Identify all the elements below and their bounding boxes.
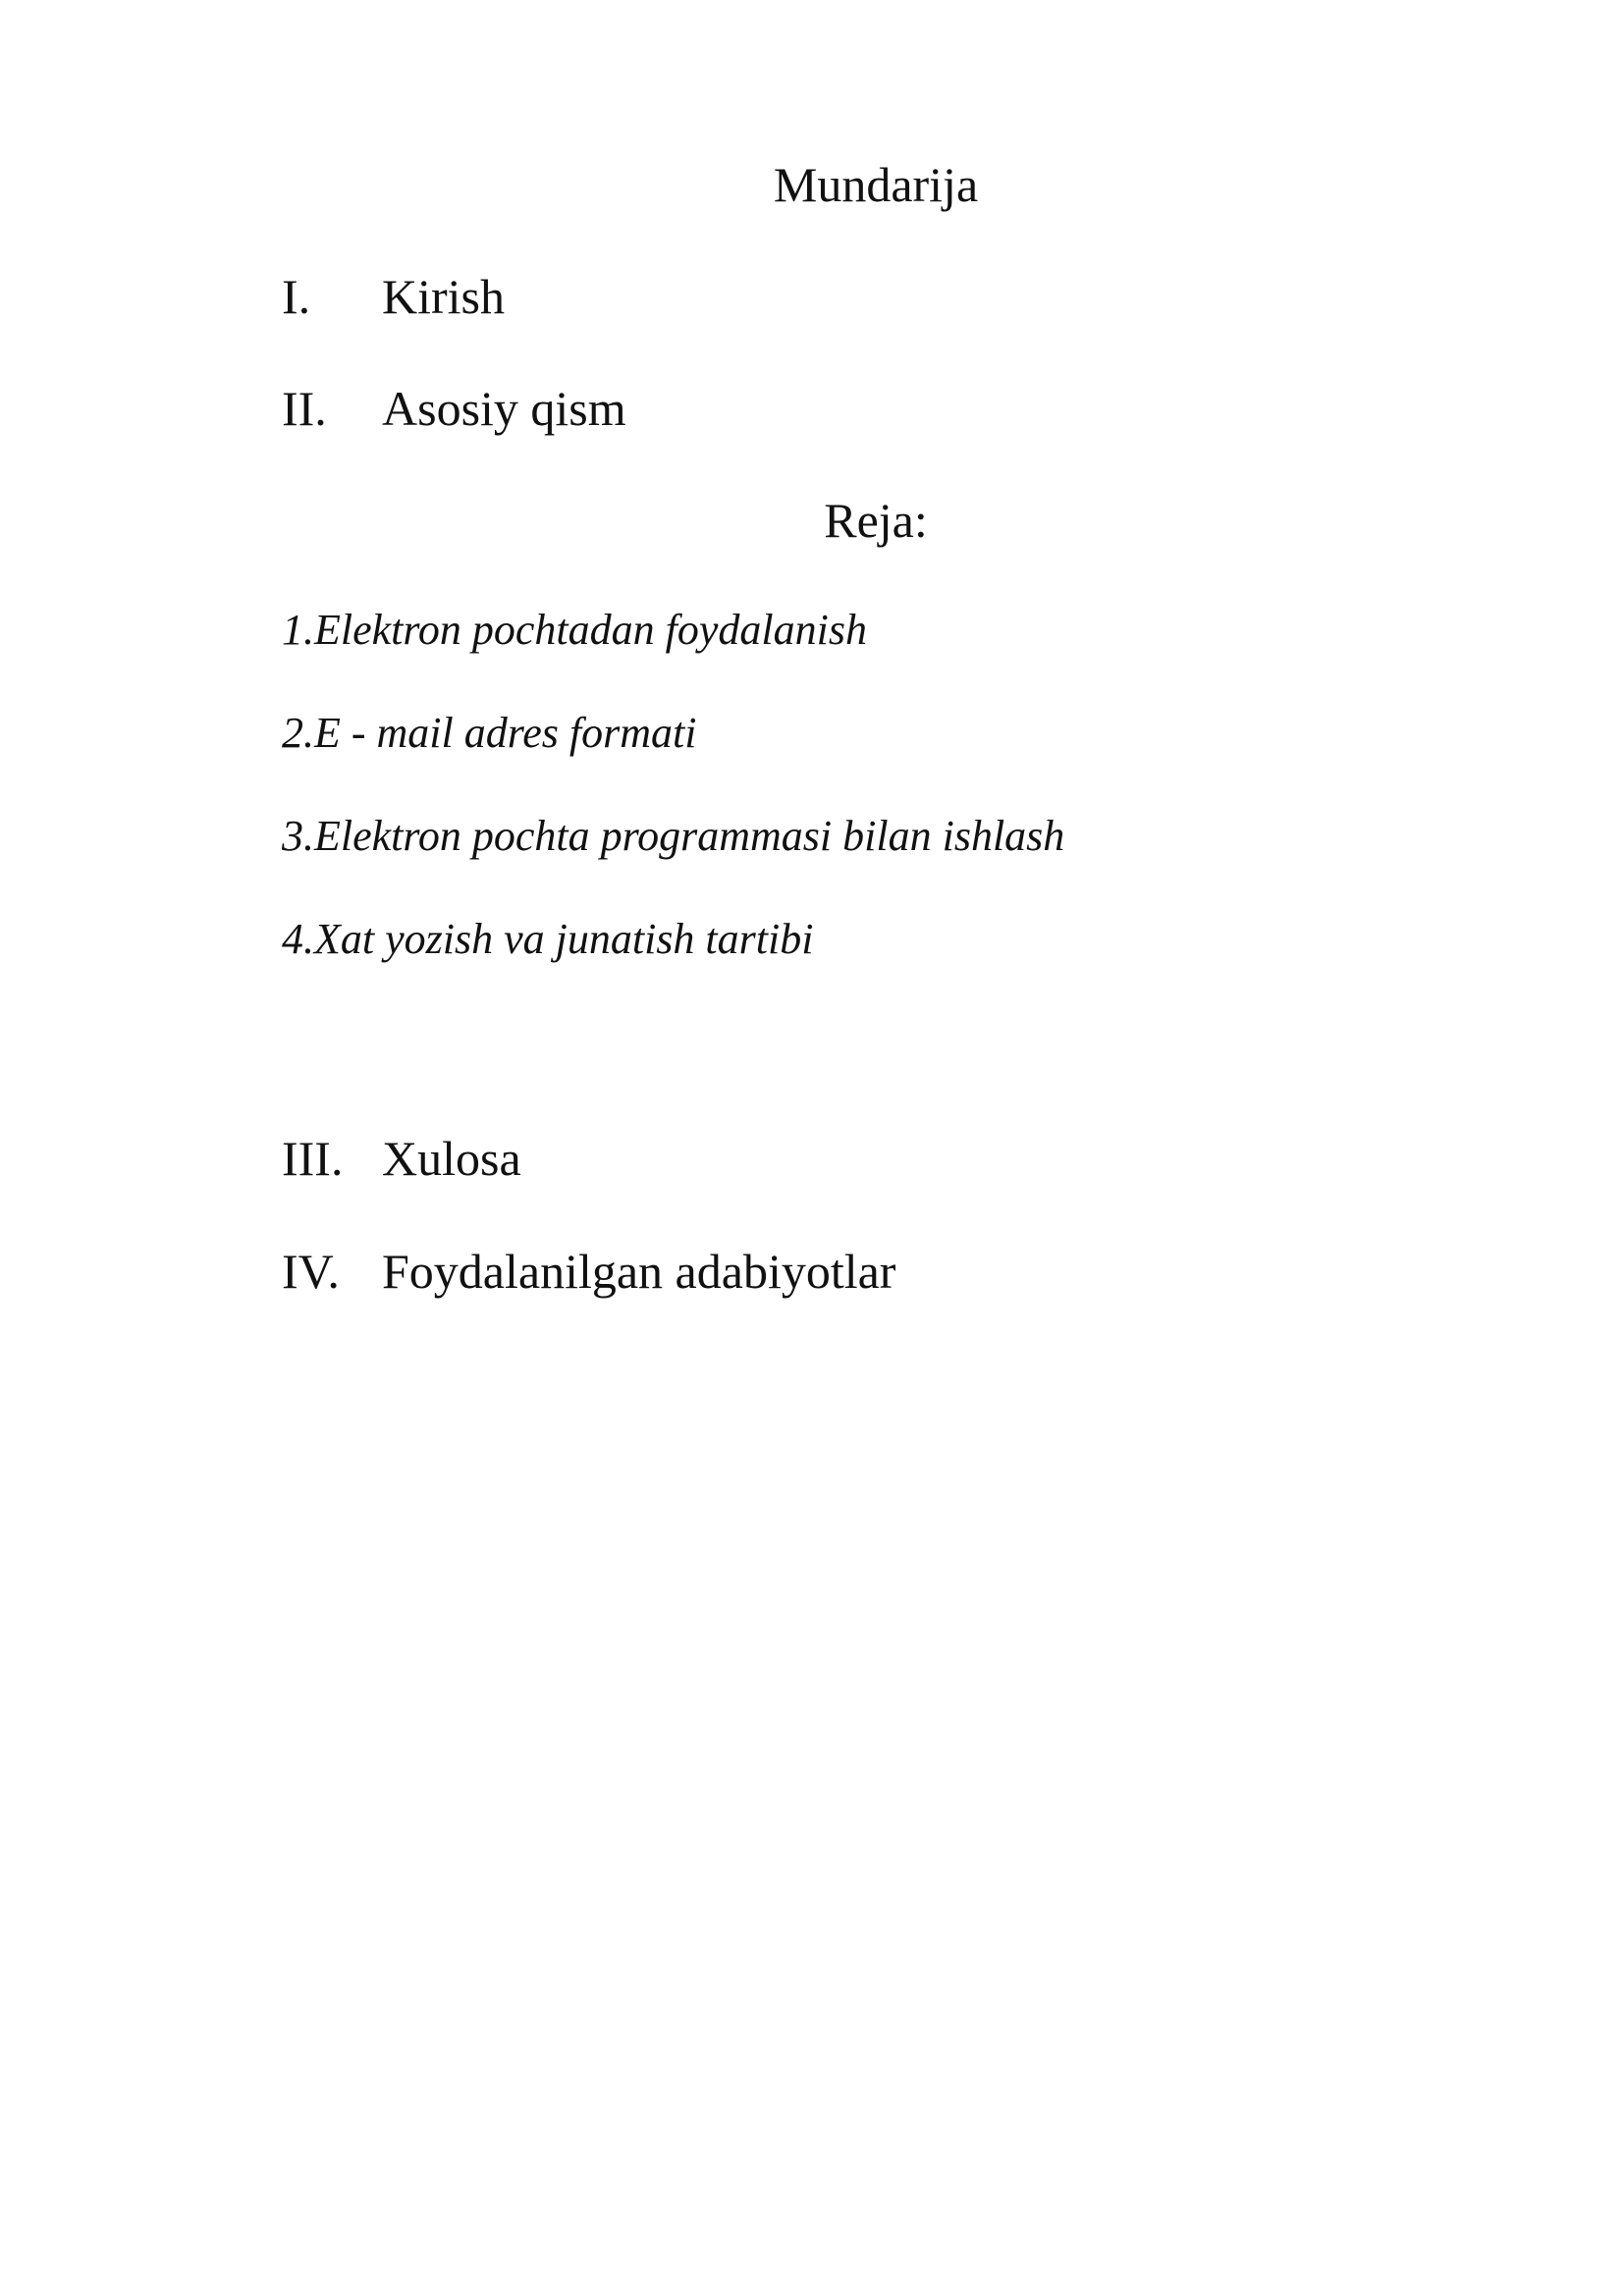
- plan-item: 3.Elektron pochta programmasi bilan ishlash: [282, 812, 1065, 860]
- toc-label: Asosiy qism: [382, 381, 626, 436]
- plan-item: 1.Elektron pochtadan foydalanish: [282, 606, 867, 654]
- page-title: Mundarija: [773, 157, 979, 212]
- toc-label: Xulosa: [382, 1131, 521, 1186]
- toc-number: III.: [282, 1131, 344, 1186]
- plan-title: Reja:: [824, 493, 928, 548]
- toc-number: II.: [282, 381, 327, 436]
- toc-label: Foydalanilgan adabiyotlar: [382, 1244, 896, 1299]
- toc-number: I.: [282, 269, 311, 324]
- plan-item: 2.E - mail adres formati: [282, 709, 697, 757]
- plan-item: 4.Xat yozish va junatish tartibi: [282, 915, 814, 963]
- toc-number: IV.: [282, 1244, 340, 1299]
- toc-label: Kirish: [382, 269, 505, 324]
